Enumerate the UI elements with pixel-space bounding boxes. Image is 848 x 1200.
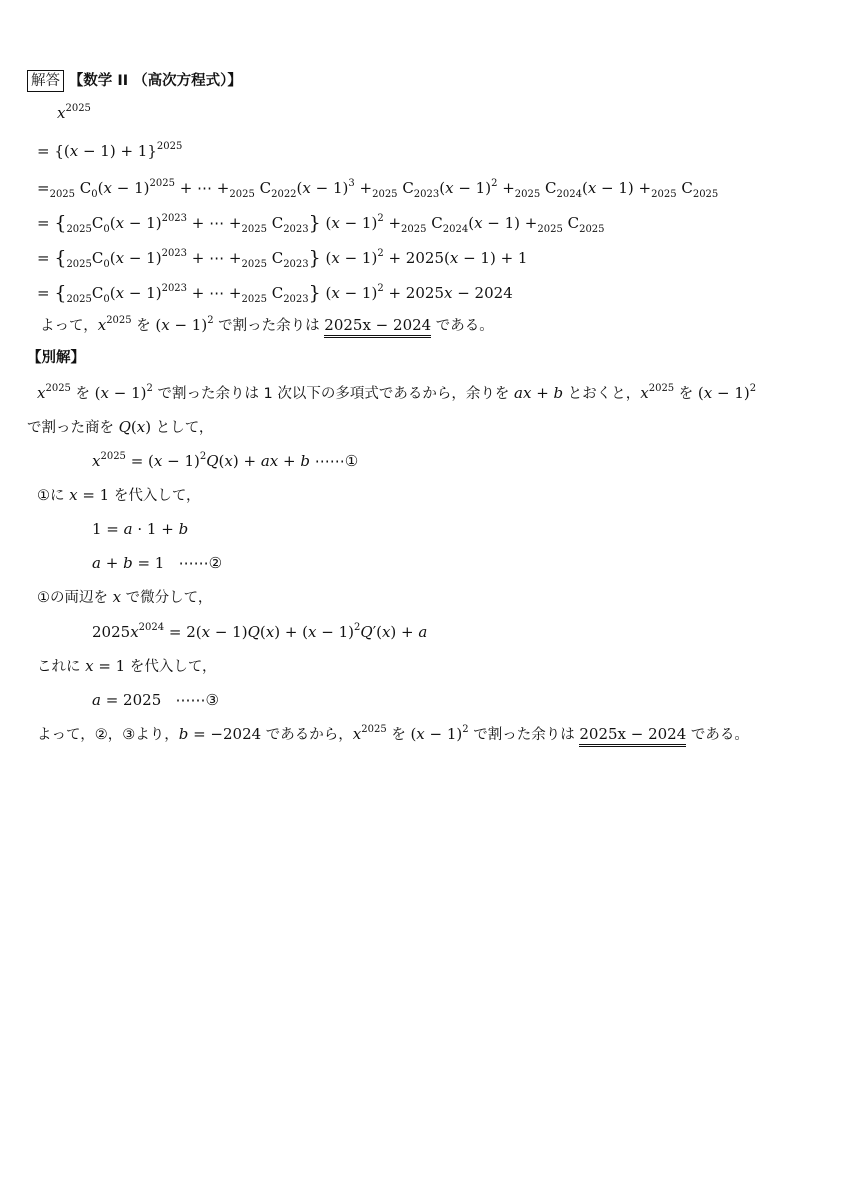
equation-line-4: = {$_{2025}C_0(x - 1)^{2023}$ + ⋯ $+_{2025}$ $C_{2023}$} $(x - 1)^2 +_{2025}$ $C_{2024}(x - 1) +_{2025}$ $C_{2025}$ [37, 212, 605, 235]
alt-substitute-2: これに x = 1 を代入して， [37, 657, 217, 675]
alt-conclusion: よって，②，③より，b = −2024 であるから，$x^{2025}$ を $(x - 1)^2$ で割った余りは 2025x − 2024 である。 [37, 724, 749, 745]
alt-equation-3: a = 2025 ⋯⋯③ [92, 691, 219, 709]
equation-line-1: $x^{2025}$ [57, 103, 91, 122]
alt-intro-line-1: $x^{2025}$ を $(x - 1)^2$ で割った余りは 1 次以下の多項式であるから，余りを ax + b とおくと，$x^{2025}$ を $(x - 1)^2$ [37, 383, 757, 402]
equation-line-3: $=_{2025}$ $C_0(x - 1)^{2025}$ + ⋯ $+_{2025}$ $C_{2022}(x - 1)^3 +_{2025}$ $C_{2023}(x - 1)^2 +_{2025}$ $C_{2024}(x - 1) +_{2025}$ $C_{2025}$ [37, 178, 719, 200]
alt-derivative-equation: $2025x^{2024} = 2(x - 1)Q(x) + (x - 1)^2Q'(x) + a$ [92, 622, 428, 641]
alt-differentiate: ①の両辺を x で微分して， [37, 588, 213, 606]
alt-equation-2a: 1 = a · 1 + b [92, 520, 189, 538]
header-line [27, 70, 242, 92]
equation-line-5: = {$_{2025}C_0(x - 1)^{2023}$ + ⋯ $+_{2025}$ $C_{2023}$} $(x - 1)^2 + 2025(x - 1) + 1$ [37, 247, 528, 270]
alt-equation-1: $x^{2025} = (x - 1)^2Q(x)$ + ax + b ⋯⋯① [92, 451, 359, 470]
equation-line-2: = $\{(x - 1) + 1\}^{2025}$ [37, 141, 183, 160]
equation-line-6: = {$_{2025}C_0(x - 1)^{2023}$ + ⋯ $+_{2025}$ $C_{2023}$} $(x - 1)^2 + 2025x - 2024$ [37, 282, 513, 305]
main-conclusion: よって，$x^{2025}$ を $(x - 1)^2$ で割った余りは 2025x − 2024 である。 [40, 315, 494, 336]
alt-answer: 2025x − 2024 [579, 725, 686, 747]
main-answer: 2025x − 2024 [324, 316, 431, 338]
answer-label: 解答 [27, 70, 64, 92]
alt-equation-2: a + b = 1 ⋯⋯② [92, 554, 223, 572]
alt-substitute-1: ①に x = 1 を代入して， [37, 486, 201, 504]
alt-heading: 【別解】 [27, 350, 85, 366]
alt-intro-line-2: で割った商を Q(x) として， [27, 418, 214, 436]
subject-label: 【数学 II （高次方程式）】 [68, 73, 242, 89]
